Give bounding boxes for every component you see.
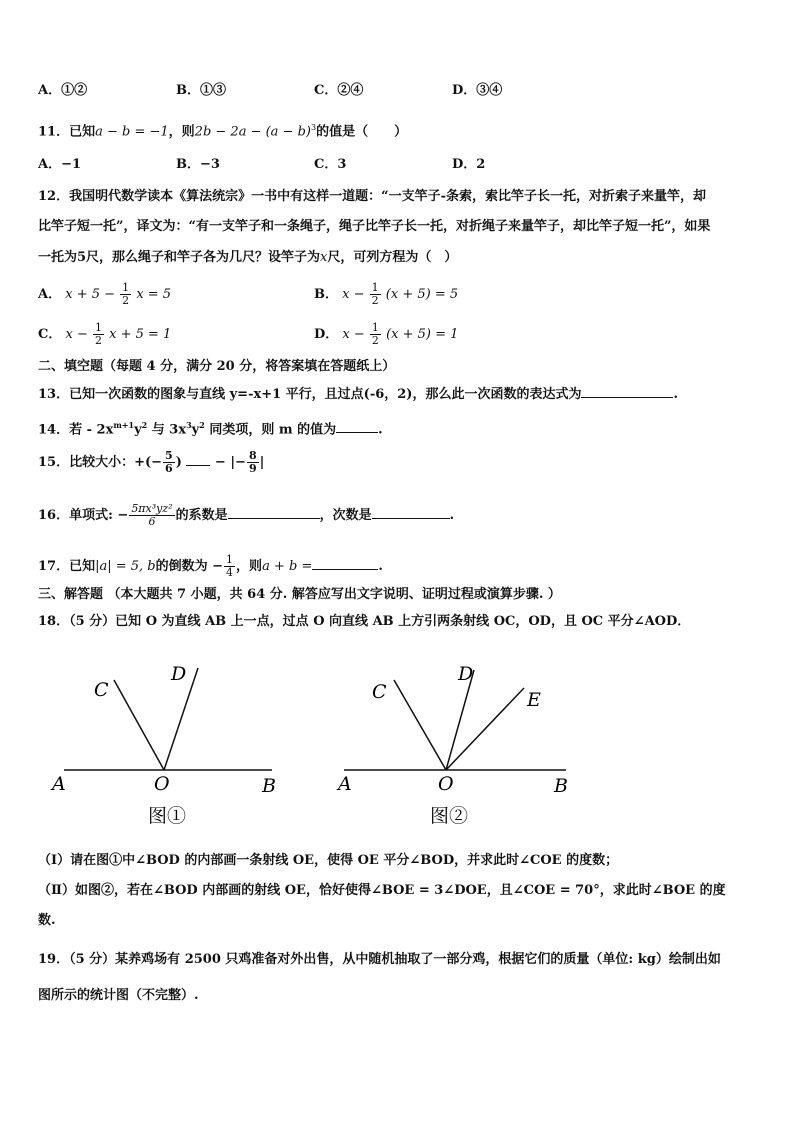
- q12-option-c-label: C．: [38, 327, 62, 342]
- q13-text: 13．已知一次函数的图象与直线 y=-x+1 平行，且过点(-6，2)，那么此一次函数的表达式为: [38, 387, 582, 402]
- q12-line-1: 12．我国明代数学读本《算法统宗》一书中有这样一道题：“一支竿子-条索，索比竿子长一托，对折索子来量竿，却: [38, 189, 706, 204]
- answer-blank[interactable]: [372, 506, 450, 519]
- fraction: $\frac{1}{4}$: [226, 553, 234, 579]
- question-17: [38, 554, 383, 579]
- q12-option-b-label: B．: [314, 287, 338, 302]
- section-2-heading: 二、填空题（每题 4 分，满分 20 分，将答案填在答题纸上）: [38, 359, 396, 374]
- question-14: [38, 416, 383, 439]
- fraction: $\frac{1}{2}$: [371, 281, 379, 307]
- answer-blank[interactable]: [581, 385, 673, 398]
- label-b: B: [554, 775, 568, 797]
- q16-pre: 16．单项式: −: [38, 508, 129, 523]
- q12-option-b-pre: x −: [342, 287, 365, 302]
- q12-option-c-pre: x −: [65, 327, 88, 342]
- q17-condition: |a| = 5, b: [95, 559, 156, 574]
- label-o: O: [154, 773, 170, 795]
- q15-post: − |−: [214, 455, 246, 470]
- label-a: A: [52, 773, 66, 795]
- q12-option-d-pre: x −: [342, 327, 365, 342]
- figure-2: [334, 658, 584, 834]
- q18-part-2-line-1: （Ⅱ）如图②，若在∠BOD 内部画的射线 OE，恰好使得∠BOE = 3∠DOE，且∠COE = 70°，求此时∠BOE 的度: [38, 883, 726, 898]
- q11-condition: a − b = −1: [95, 124, 169, 140]
- q12-option-b-post: (x + 5) = 5: [385, 287, 459, 302]
- q17-mid: 的倒数为 −: [155, 559, 224, 574]
- fraction: $\frac{5}{6}$: [165, 449, 173, 475]
- q12-option-c: [38, 322, 171, 347]
- q10-option-b: B．①③: [176, 83, 226, 98]
- label-d: D: [171, 663, 187, 685]
- figure-2-caption: 图②: [430, 805, 469, 827]
- q16-mid-2: ，次数是: [319, 508, 372, 523]
- label-o: O: [438, 773, 454, 795]
- ray-oc: [114, 680, 164, 770]
- q14-sup-4: 2: [199, 420, 205, 430]
- q10-option-a: A．①②: [38, 83, 88, 98]
- q15-mid: ): [175, 455, 182, 470]
- q16-end: .: [449, 508, 455, 523]
- q17-pre: 17．已知: [38, 559, 96, 574]
- q11-expression: 2b − 2a − (a − b): [194, 124, 311, 140]
- label-e: E: [527, 689, 541, 711]
- answer-blank[interactable]: [186, 453, 210, 466]
- q12-option-a-post: x = 5: [136, 287, 172, 302]
- q17-end: .: [378, 559, 383, 574]
- ray-oc: [394, 680, 446, 770]
- label-d: D: [458, 663, 474, 685]
- q18-part-1: （Ⅰ）请在图①中∠BOD 的内部画一条射线 OE，使得 OE 平分∠BOD，并求此时∠COE 的度数；: [38, 853, 619, 868]
- answer-blank[interactable]: [228, 506, 320, 519]
- q12-option-a: [38, 282, 171, 307]
- fraction: $\frac{1}{2}$: [95, 321, 102, 347]
- q15-end: |: [259, 455, 265, 470]
- question-11: [38, 119, 407, 141]
- fraction: $\frac{1}{2}$: [371, 321, 379, 347]
- question-16: [38, 503, 454, 528]
- q14-mid-2: 与 3x: [147, 422, 187, 438]
- q12-option-a-pre: x + 5 −: [65, 287, 116, 302]
- q12-line-3a: 一托为5尺，那么绳子和竿子各为几尺？设竿子为: [38, 250, 321, 265]
- q11-option-b: B．−3: [176, 157, 220, 172]
- label-c: C: [372, 681, 387, 703]
- label-b: B: [262, 775, 276, 797]
- q12-option-d-label: D．: [314, 327, 339, 342]
- question-13: [38, 385, 678, 404]
- q10-option-c: C．②④: [314, 83, 364, 98]
- section-3-heading: 三、解答题 （本大题共 7 小题，共 64 分. 解答应写出文字说明、证明过程或演算步骤. ）: [38, 587, 561, 602]
- q14-sup-2: 2: [141, 420, 148, 430]
- q11-option-d: D．2: [452, 157, 486, 172]
- figure-1-caption: 图①: [148, 805, 187, 827]
- figure-1: [50, 658, 290, 834]
- q14-mid-1: y: [134, 422, 142, 438]
- q19-line-2: 图所示的统计图（不完整）.: [38, 988, 199, 1003]
- q11-suffix: 的值是（ ）: [316, 124, 408, 140]
- fraction: $\frac{\text{5πx³yz²}}{6}$: [131, 502, 173, 528]
- q12-option-c-post: x + 5 = 1: [109, 327, 172, 342]
- q11-prefix: 11．已知: [38, 124, 96, 140]
- q12-option-d: [314, 322, 458, 347]
- q10-option-d: D．③④: [452, 83, 503, 98]
- q14-sup-1: m+1: [113, 420, 135, 430]
- q17-expression: a + b =: [262, 559, 313, 574]
- answer-blank[interactable]: [336, 420, 378, 433]
- q19-line-1: 19．（5 分）某养鸡场有 2500 只鸡准备对外出售，从中随机抽取了一部分鸡，根据它们的质量（单位: kg）绘制出如: [38, 952, 721, 967]
- q16-mid: 的系数是: [175, 508, 228, 523]
- q11-exponent: 3: [310, 123, 317, 132]
- q14-end: .: [378, 422, 383, 438]
- q12-variable: x: [320, 250, 328, 265]
- q12-option-d-post: (x + 5) = 1: [386, 327, 459, 342]
- q11-option-c: C．3: [314, 157, 347, 172]
- answer-blank[interactable]: [312, 557, 378, 570]
- q17-mid-2: ，则: [236, 559, 263, 574]
- q12-line-3: [38, 249, 457, 267]
- q15-pre: 15．比较大小：+(−: [38, 455, 163, 470]
- q18-part-2-line-2: 数.: [38, 913, 56, 928]
- fraction: $\frac{1}{2}$: [122, 281, 130, 307]
- q14-post: 同类项，则 m 的值为: [204, 422, 337, 438]
- question-18-stem: 18．（5 分）已知 O 为直线 AB 上一点，过点 O 向直线 AB 上方引两条射线 OC，OD，且 OC 平分∠AOD．: [38, 614, 691, 629]
- q11-mid: ，则: [168, 124, 195, 140]
- q12-option-b: [314, 282, 458, 307]
- q14-pre: 14．若 - 2x: [38, 422, 114, 438]
- q12-line-3b: 尺，可列方程为（ ）: [327, 250, 458, 265]
- q14-mid-3: y: [191, 422, 200, 438]
- label-c: C: [94, 679, 109, 701]
- q12-line-2: 比竿子短一托”，译文为：“有一支竿子和一条绳子，绳子比竿子长一托，对折绳子来量竿子，却比竿子短一托”，如果: [38, 219, 711, 234]
- q12-option-a-label: A．: [38, 287, 62, 302]
- fraction: $\frac{8}{9}$: [248, 449, 257, 475]
- q11-option-a: A．−1: [38, 157, 82, 172]
- label-a: A: [338, 773, 352, 795]
- q14-sup-3: 3: [186, 420, 192, 430]
- q13-end: .: [673, 387, 678, 402]
- question-15: [38, 450, 264, 475]
